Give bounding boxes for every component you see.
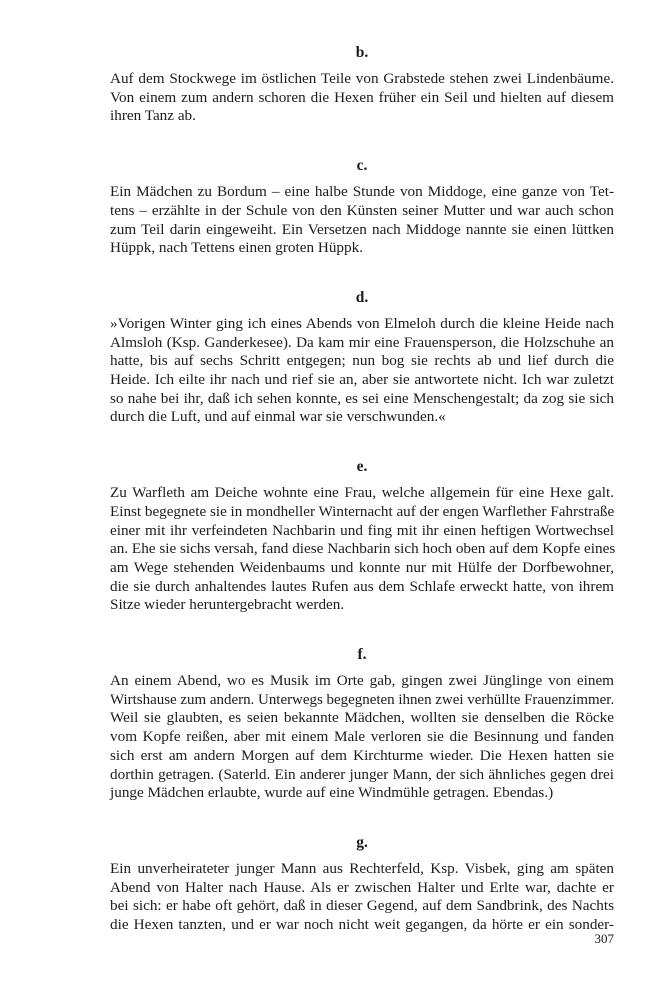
text-line: Wirtshause zum andern. Unterwegs begegneten ihnen zwei verhüllte Frauenzimmer. bbox=[110, 690, 615, 708]
text-line: Almsloh (Ksp. Ganderkesee). Da kam mir eine Frauensperson, die Holzschuhe an bbox=[110, 333, 614, 351]
text-line: Zu Warfleth am Deiche wohnte eine Frau, welche allgemein für eine Hexe galt. bbox=[110, 484, 614, 502]
text-line: vom Kopfe reißen, aber mit einem Male verloren sie die Besinnung und fanden bbox=[110, 728, 614, 746]
text-line: Weil sie glaubten, es seien bekannte Mädchen, wollten sie denselben die Röcke bbox=[110, 709, 614, 727]
section-d-label: d. bbox=[355, 288, 369, 306]
text-line: an. Ehe sie sichs versah, fand diese Nachbarin sich hoch oben auf dem Kopfe eines bbox=[110, 540, 616, 558]
text-line: durch die Luft, und auf einmal war sie verschwunden.« bbox=[110, 408, 446, 426]
text-line: Sitze wieder heruntergebracht werden. bbox=[110, 596, 345, 614]
text-line: Ein Mädchen zu Bordum – eine halbe Stunde von Middoge, eine ganze von Tet- bbox=[110, 183, 614, 201]
text-line: sich erst am andern Morgen auf dem Kirchturme wieder. Die Hexen hatten sie bbox=[110, 746, 614, 764]
text-line: Ein unverheirateter junger Mann aus Rechterfeld, Ksp. Visbek, ging am späten bbox=[110, 859, 614, 877]
section-b-label: b. bbox=[355, 44, 369, 61]
text-line: tens – erzählte in der Schule von den Künsten seiner Mutter und war auch schon bbox=[110, 201, 614, 219]
section-e bbox=[110, 457, 614, 615]
text-line: am Wege stehenden Weidenbaums und konnte nur mit Hülfe der Dorfbewohner, bbox=[110, 558, 614, 576]
section-c-label: c. bbox=[356, 157, 368, 175]
section-f bbox=[110, 645, 614, 803]
text-line: »Vorigen Winter ging ich eines Abends von Elmeloh durch die kleine Heide nach bbox=[110, 314, 614, 332]
text-line: die sie durch anhaltendes lautes Rufen aus dem Schlafe erweckt hatte, von ihrem bbox=[110, 577, 614, 595]
text-line: junge Mädchen erlaubte, wurde auf eine Windmühle getragen. Ebendas.) bbox=[110, 784, 554, 802]
section-e-label: e. bbox=[356, 458, 368, 476]
section-d bbox=[110, 288, 614, 427]
section-c-paragraph bbox=[110, 183, 614, 258]
text-line: bei sich: er habe oft gehört, daß in dieser Gegend, auf dem Sandbrink, des Nachts bbox=[110, 897, 614, 915]
section-b bbox=[110, 43, 614, 126]
section-g-paragraph bbox=[110, 860, 614, 935]
text-line: so nahe bei ihr, daß ich sehen konnte, es sei eine Menschengestalt; da zog sie sich bbox=[110, 389, 614, 407]
text-line: dorthin getragen. (Saterld. Ein anderer junger Mann, der sich ähnliches gegen drei bbox=[110, 765, 614, 783]
section-c bbox=[110, 156, 614, 258]
text-line: ihren Tanz ab. bbox=[110, 107, 196, 125]
section-b-paragraph bbox=[110, 70, 614, 126]
section-e-paragraph bbox=[110, 484, 614, 615]
text-line: An einem Abend, wo es Musik im Orte gab, gingen zwei Jünglinge von einem bbox=[110, 672, 614, 690]
text-line: zum Teil darin eingeweiht. Ein Versetzen nach Middoge nannte sie einen lüttken bbox=[110, 220, 614, 238]
text-line: Von einem zum andern schoren die Hexen früher ein Seil und hielten auf diesem bbox=[110, 88, 614, 106]
text-line: einer mit ihr verfeindeten Nachbarin und fing mit ihr einen heftigen Wortwechsel bbox=[110, 521, 614, 539]
section-g bbox=[110, 833, 614, 935]
page-content bbox=[110, 0, 614, 935]
text-line: Abend von Halter nach Hause. Als er zwischen Halter und Erlte war, dachte er bbox=[110, 878, 614, 896]
text-line: Einst begegnete sie in mondheller Winternacht auf der engen Warflether Fahrstraße bbox=[110, 502, 615, 520]
text-line: Hüppk, nach Tettens einen groten Hüppk. bbox=[110, 239, 363, 257]
section-f-label: f. bbox=[357, 646, 367, 664]
section-f-paragraph bbox=[110, 672, 614, 803]
section-g-label: g. bbox=[356, 833, 368, 851]
section-d-paragraph bbox=[110, 315, 614, 427]
text-line: hatte, bis auf sechs Schritt entgegen; nun bog sie rechts ab und lief durch die bbox=[110, 352, 614, 370]
text-line: Heide. Ich eilte ihr nach und rief sie an, aber sie antwortete nicht. Ich war zuletzt bbox=[110, 371, 614, 389]
page-number: 307 bbox=[594, 931, 614, 946]
text-line: Auf dem Stockwege im östlichen Teile von Grabstede stehen zwei Lindenbäume. bbox=[110, 70, 614, 87]
text-line: die Hexen tanzten, und er war noch nicht weit gegangen, da hörte er ein sonder- bbox=[110, 916, 614, 934]
